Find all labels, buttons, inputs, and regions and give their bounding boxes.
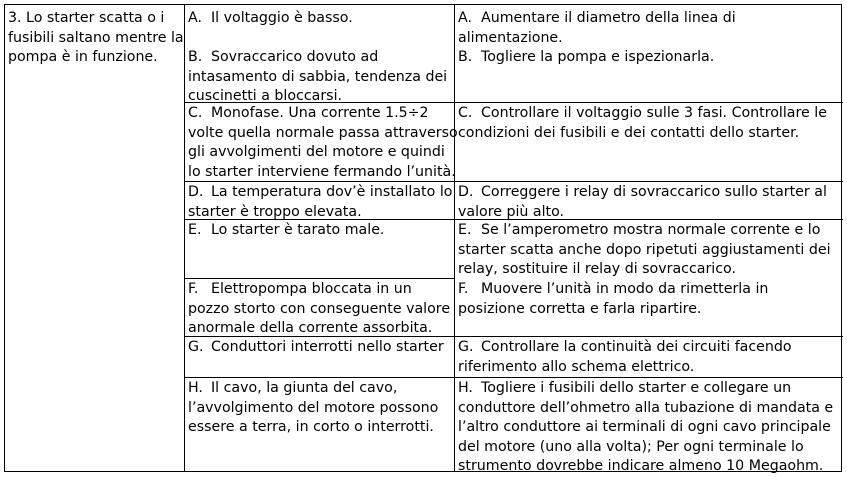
row-separator	[455, 336, 843, 337]
remedie-text: conduttore dell’ohmetro alla tubazione di mandata e	[458, 399, 834, 416]
column-divider	[184, 5, 185, 471]
cause-text: Conduttori interrotti nello starter	[211, 339, 444, 355]
remedie-letter: A.	[458, 10, 472, 26]
remedie-text: Muovere l’unità in modo da rimetterla in	[481, 281, 769, 297]
cause-text: La temperatura dov’è installato lo	[211, 184, 453, 200]
cause-text: volte quella normale passa attraverso	[188, 124, 458, 141]
cause-text: l’avvolgimento del motore possono	[188, 399, 439, 416]
remedie-text: Togliere la pompa e ispezionarla.	[481, 49, 715, 65]
column-divider	[454, 5, 455, 471]
cause-text: Lo starter è tarato male.	[211, 222, 385, 238]
cause-text: lo starter interviene fermando l’unità.	[188, 163, 456, 180]
row-separator	[455, 377, 843, 378]
cause-text: Il cavo, la giunta del cavo,	[211, 380, 398, 396]
cause-letter: G.	[188, 339, 204, 355]
remedie-text: strumento dovrebbe indicare almeno 10 Megaohm.	[458, 458, 824, 474]
remedie-letter: D.	[458, 184, 474, 200]
row-separator	[185, 377, 454, 378]
cause-letter: C.	[188, 105, 203, 121]
fault-description: fusibili saltano mentre la	[8, 29, 184, 46]
row-separator	[185, 278, 454, 279]
cause-text: Monofase. Una corrente 1.5÷2	[211, 105, 429, 121]
cause-letter: A.	[188, 10, 202, 26]
remedie-text: Togliere i fusibili dello starter e collegare un	[481, 380, 792, 396]
remedie-text: Controllare la continuità dei circuiti facendo	[481, 339, 792, 355]
remedie-letter: G.	[458, 339, 474, 355]
cause-text: starter è troppo elevata.	[188, 203, 362, 220]
remedie-text: Se l’amperometro mostra normale corrente e lo	[481, 222, 821, 238]
cause-text: Elettropompa bloccata in un	[211, 281, 412, 297]
remedie-text: alimentazione.	[458, 29, 563, 46]
fault-description: pompa è in funzione.	[8, 49, 158, 65]
remedie-text: valore più alto.	[458, 203, 565, 220]
fault-description: 3. Lo starter scatta o i	[8, 10, 165, 26]
remedie-text: Correggere i relay di sovraccarico sullo starter al	[481, 184, 827, 200]
cause-text: Il voltaggio è basso.	[211, 10, 353, 26]
cause-text: essere a terra, in corto o interrotti.	[188, 419, 434, 435]
cause-letter: H.	[188, 380, 203, 396]
remedie-text: Controllare il voltaggio sulle 3 fasi. Controllare le	[481, 105, 827, 121]
cause-text: anormale della corrente assorbita.	[188, 320, 433, 336]
remedie-text: Aumentare il diametro della linea di	[481, 10, 736, 26]
cause-letter: F.	[188, 281, 199, 297]
cause-letter: D.	[188, 184, 204, 200]
cause-letter: E.	[188, 222, 202, 238]
cause-text: Sovraccarico dovuto ad	[211, 49, 379, 65]
remedie-text: condizioni dei fusibili e dei contatti dello starter.	[458, 124, 800, 141]
remedie-letter: H.	[458, 380, 473, 396]
remedie-text: starter scatta anche dopo ripetuti aggiustamenti dei	[458, 241, 831, 258]
remedie-letter: E.	[458, 222, 472, 238]
remedie-text: del motore (uno alla volta); Per ogni terminale lo	[458, 438, 804, 455]
remedie-letter: B.	[458, 49, 473, 65]
remedie-text: riferimento allo schema elettrico.	[458, 358, 695, 375]
remedie-text: posizione corretta e farla ripartire.	[458, 300, 702, 317]
remedie-text: relay, sostituire il relay di sovraccarico.	[458, 261, 736, 277]
remedie-letter: F.	[458, 281, 469, 297]
remedie-text: l’altro conduttore ai terminali di ogni cavo principale	[458, 419, 831, 435]
cause-text: cuscinetti a bloccarsi.	[188, 88, 343, 104]
remedie-letter: C.	[458, 105, 473, 121]
cause-text: pozzo storto con conseguente valore	[188, 300, 451, 317]
cause-letter: B.	[188, 49, 203, 65]
cause-text: intasamento di sabbia, tendenza dei	[188, 68, 448, 85]
cause-text: gli avvolgimenti del motore e quindi	[188, 144, 445, 160]
troubleshooting-table	[4, 4, 842, 472]
